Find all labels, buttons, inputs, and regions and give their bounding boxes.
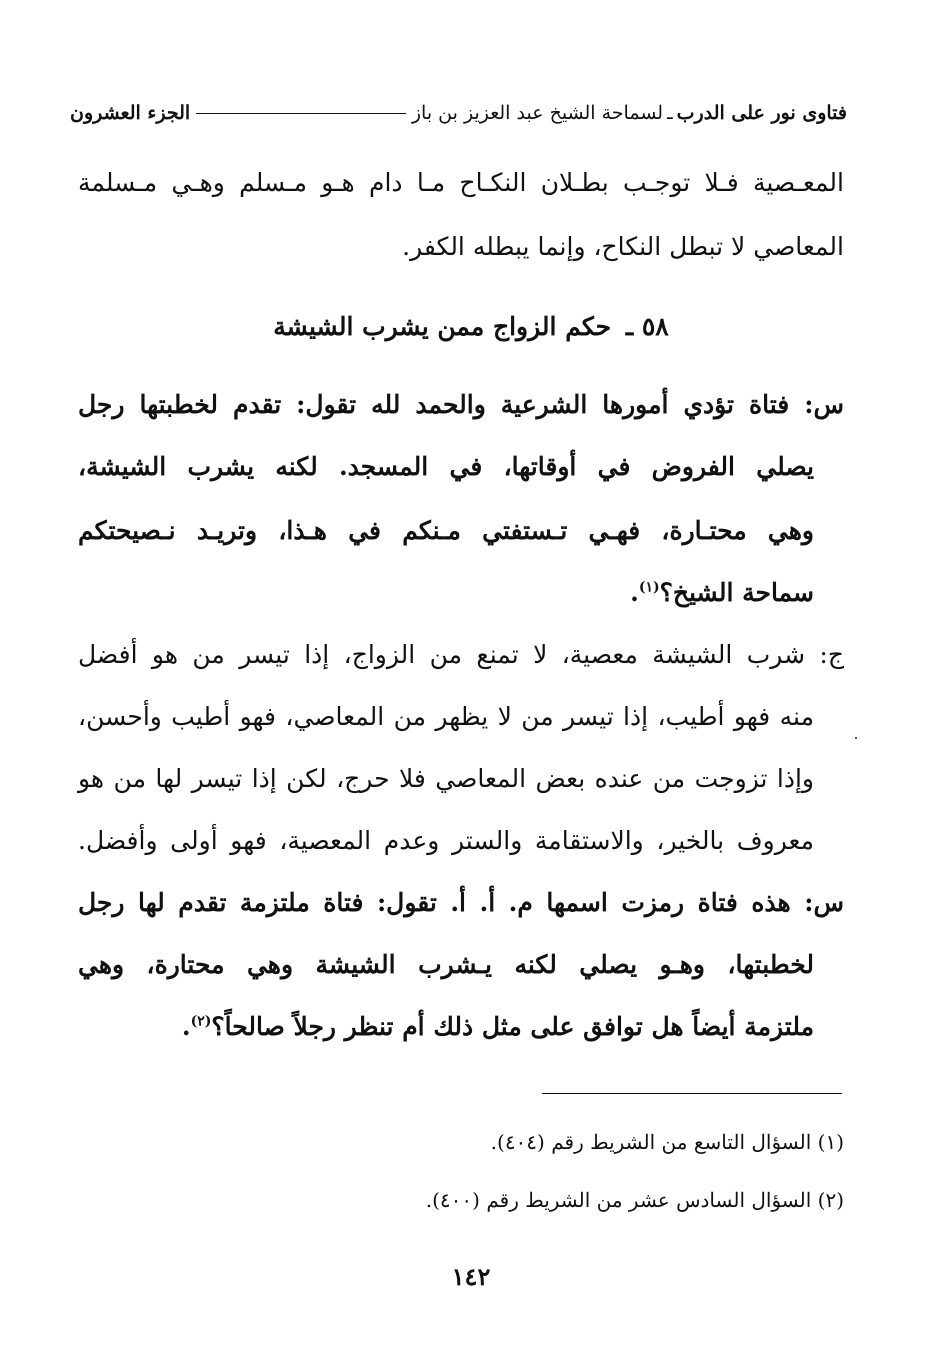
intro-line: المعـصية فـلا توجـب بطـلان النكـاح مـا دام هـو مـسلم وهـي مـسلمة	[78, 168, 844, 197]
question-line: يصلي الفروض في أوقاتها، في المسجد. لكنه يشرب الشيشة،	[78, 452, 814, 481]
footnote: (٢) السؤال السادس عشر من الشريط رقم (٤٠٠).	[425, 1188, 844, 1212]
section-title: حكم الزواج ممن يشرب الشيشة	[273, 312, 612, 341]
header-rule	[196, 113, 406, 114]
author-line: لسماحة الشيخ عبد العزيز بن باز	[411, 102, 664, 124]
question-line: س: هذه فتاة رمزت اسمها م. أ. أ. تقول: فتاة ملتزمة تقدم لها رجل	[78, 888, 844, 917]
question-line: لخطبتها، وهـو يصلي لكنه يـشرب الشيشة وهي محتارة، وهي	[78, 950, 814, 979]
answer-line: ج: شرب الشيشة معصية، لا تمنع من الزواج، إذا تيسر من هو أفضل	[78, 640, 844, 669]
answer-line: وإذا تزوجت من عنده بعض المعاصي فلا حرج، لكن إذا تيسر لها من هو	[78, 764, 814, 793]
footnote-ref: (١)	[638, 579, 660, 596]
running-header	[70, 98, 847, 128]
header-separator: ـ	[667, 102, 673, 124]
answer-line: معروف بالخير، والاستقامة والستر وعدم المعصية، فهو أولى وأفضل.	[78, 826, 814, 855]
footnote-rule	[542, 1093, 842, 1094]
part-label: الجزء العشرون	[70, 102, 191, 124]
question-line	[78, 578, 814, 608]
question-text: سماحة الشيخ؟	[659, 578, 814, 607]
question-line: س: فتاة تؤدي أمورها الشرعية والحمد لله تقول: تقدم لخطبتها رجل	[78, 390, 844, 419]
question-line: وهي محتـارة، فهـي تـستفتي مـنكم في هـذا، وتريـد نـصيحتكم	[78, 516, 814, 545]
question-end: .	[181, 1012, 191, 1041]
footnote: (١) السؤال التاسع من الشريط رقم (٤٠٤).	[490, 1130, 844, 1154]
page-number: ١٤٢	[451, 1262, 491, 1291]
section-number: ٥٨ ـ	[625, 312, 669, 341]
footnote-ref: (٢)	[190, 1013, 212, 1030]
question-text: ملتزمة أيضاً هل توافق على مثل ذلك أم تنظر رجلاً صالحاً؟	[211, 1012, 814, 1041]
scan-speck	[855, 737, 857, 739]
intro-line: المعاصي لا تبطل النكاح، وإنما يبطله الكفر.	[402, 232, 844, 261]
book-title: فتاوى نور على الدرب	[676, 102, 847, 124]
question-line	[78, 1012, 814, 1042]
answer-line: منه فهو أطيب، إذا تيسر من لا يظهر من المعاصي، فهو أطيب وأحسن،	[78, 702, 814, 731]
section-heading	[0, 312, 942, 341]
question-end: .	[630, 578, 639, 607]
